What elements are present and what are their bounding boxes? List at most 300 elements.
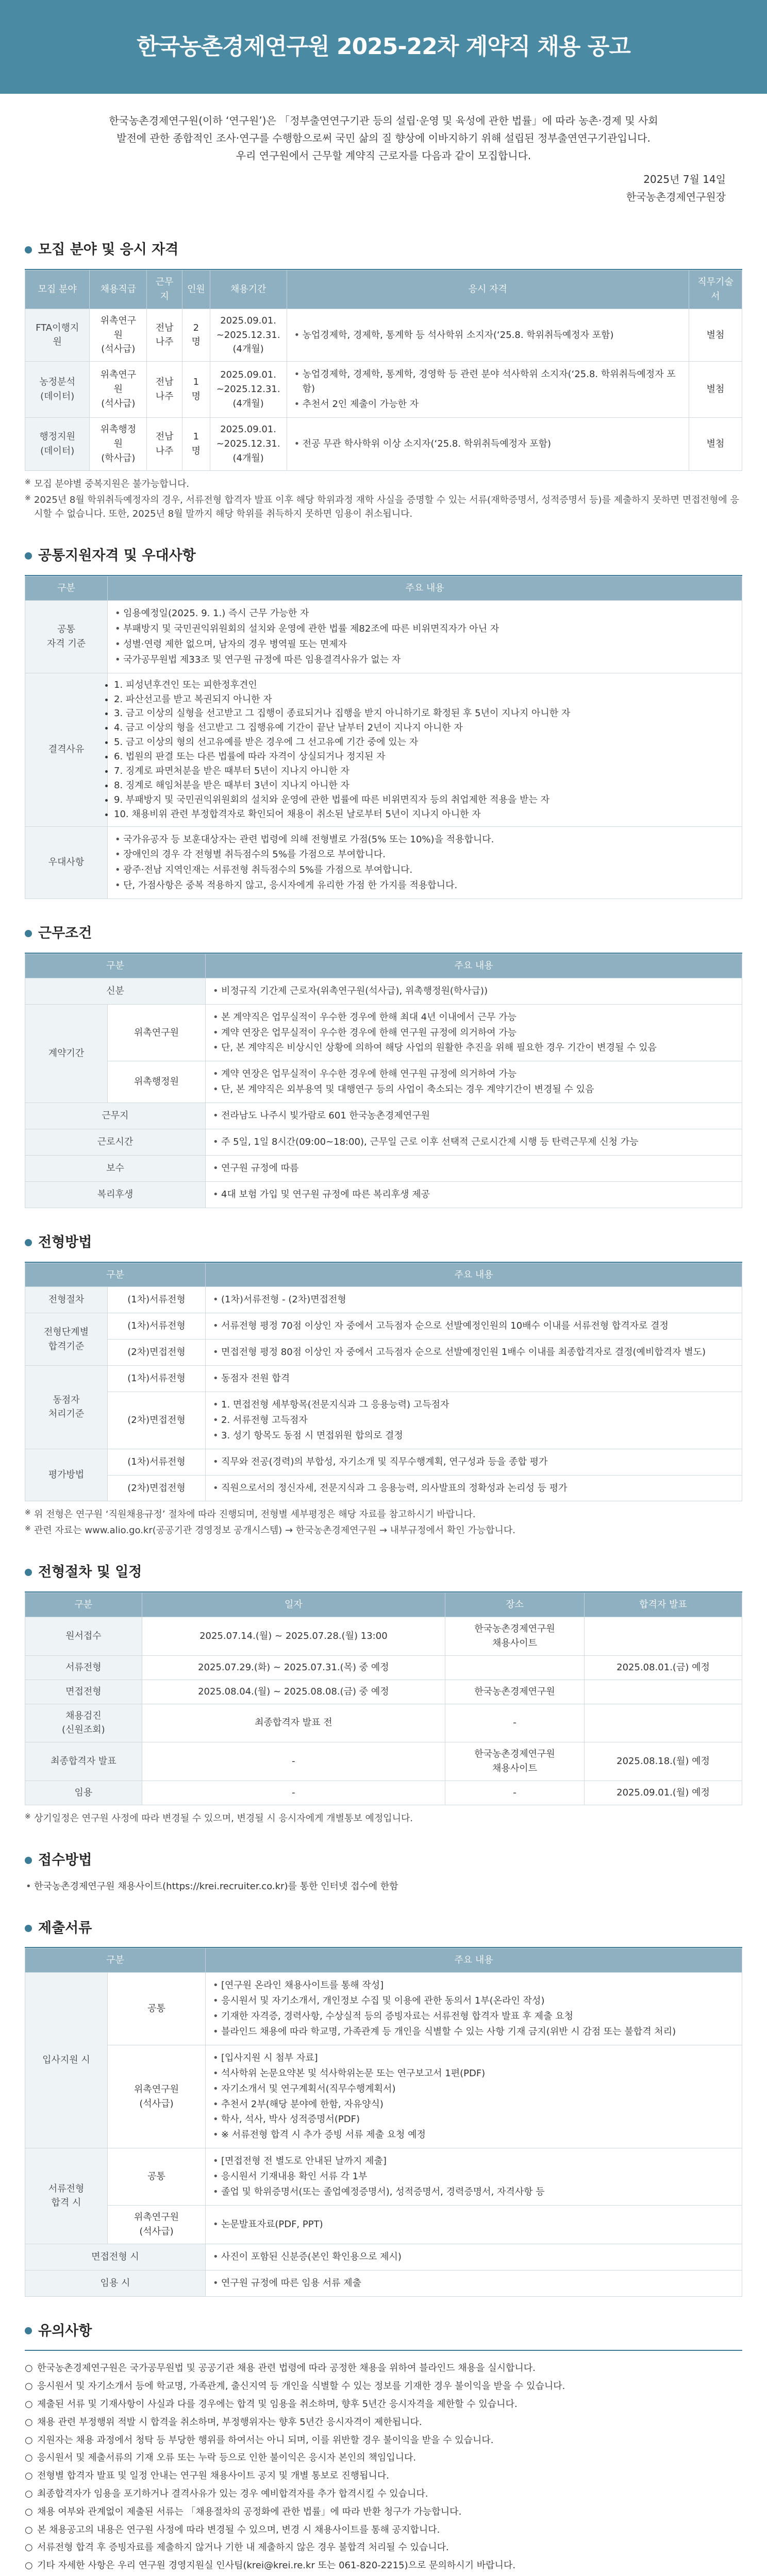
content-cell (206, 1366, 742, 1392)
content-cell (206, 2270, 742, 2296)
content-cell (206, 1181, 742, 1208)
application-list (25, 1879, 742, 1894)
content-cell (206, 1287, 742, 1313)
title-banner (0, 0, 767, 94)
caution-item: ○ 기타 자세한 사항은 우리 연구원 경영지원실 인사팀(krei@krei.re.kr 또는 061-820-2215)으로 문의하시기 바랍니다. (25, 2558, 742, 2573)
bullet-list (212, 1188, 736, 1202)
note-item: ※ 위 전형은 연구원 ‘직원채용규정’ 절차에 따라 진행되며, 전형별 세부평정은 해당 자료를 참고하시기 바랍니다. (25, 1507, 742, 1522)
table-row (25, 1004, 742, 1061)
list-item: • 추천서 2부(해당 분야에 한함, 자유양식) (212, 2097, 736, 2112)
place-cell: 한국농촌경제연구원 (445, 1680, 585, 1704)
step-cell: 임용 (25, 1781, 142, 1805)
table-row (25, 2244, 742, 2270)
documents-table (25, 1948, 742, 2296)
result-cell (585, 1617, 742, 1655)
table-row (25, 1704, 742, 1742)
list-item: • 자기소개서 및 연구계획서(직무수행계획서) (212, 2082, 736, 2096)
result-cell (585, 1704, 742, 1742)
table-header: 응시 자격 (287, 270, 689, 309)
bullet-list (212, 2276, 736, 2291)
content-cell (206, 2045, 742, 2148)
section-qualifications (0, 545, 767, 899)
bullet-list (114, 833, 736, 893)
list-item: • 6. 법원의 판결 또는 다른 법률에 따라 자격이 상실되거나 정지된 자 (114, 750, 736, 764)
category-cell: 보수 (25, 1155, 206, 1181)
content-cell (108, 826, 742, 899)
notice-org: 한국농촌경제연구원장 (626, 191, 726, 203)
list-item: • 사진이 포함된 신분증(본인 확인용으로 제시) (212, 2250, 736, 2264)
category-cell: 면접전형 시 (25, 2244, 206, 2270)
step-cell: 서류전형 (25, 1655, 142, 1680)
table-header: 구분 (25, 577, 108, 601)
step-cell: 최종합격자 발표 (25, 1742, 142, 1781)
result-cell (585, 1680, 742, 1704)
section-schedule (0, 1562, 767, 1826)
description-cell: 별첨 (689, 309, 742, 362)
schedule-table (25, 1592, 742, 1805)
list-item: • 3. 성기 항목도 동점 시 면접위원 합의로 결정 (212, 1429, 736, 1443)
content-cell (206, 2244, 742, 2270)
caution-item: ○ 전형별 합격자 발표 및 일정 안내는 연구원 채용사이트 공지 및 개별 통보로 진행됩니다. (25, 2469, 742, 2484)
content-cell (206, 1392, 742, 1449)
table-header: 주요 내용 (206, 1948, 742, 1973)
content-cell (206, 1973, 742, 2045)
category-cell: 우대사항 (25, 826, 108, 899)
period-cell: 2025.09.01. ~2025.12.31. (4개월) (210, 417, 287, 470)
bullet-icon (25, 1925, 32, 1932)
caution-item: ○ 한국농촌경제연구원은 국가공무원법 및 공공기관 채용 관련 법령에 따라 공정한 채용을 위하여 블라인드 채용을 실시합니다. (25, 2361, 742, 2376)
table-row (25, 1181, 742, 1208)
section-title-text: 유의사항 (38, 2323, 92, 2339)
list-item: • 단, 본 계약직은 외부용역 및 대행연구 등의 사업이 축소되는 경우 계약기간이 변경될 수 있음 (212, 1082, 736, 1097)
place-cell: 전남 나주 (147, 417, 182, 470)
list-item: • 임용예정일(2025. 9. 1.) 즉시 근무 가능한 자 (114, 606, 736, 621)
table-row (25, 309, 742, 362)
section-title-text: 접수방법 (38, 1852, 92, 1868)
caution-item: ○ 제출된 서류 및 기재사항이 사실과 다를 경우에는 합격 및 임용을 취소하며, 향후 5년간 응시자격을 제한할 수 있습니다. (25, 2397, 742, 2412)
intro-line: 발전에 관한 종합적인 조사·연구를 수행함으로써 국민 삶의 질 향상에 이바지하기 위해 설립된 정부출연연구기관입니다. (116, 132, 651, 144)
table-row (25, 673, 742, 826)
page-title: 한국농촌경제연구원 2025-22차 계약직 채용 공고 (137, 33, 630, 60)
caution-item: ○ 본 채용공고의 내용은 연구원 사정에 따라 변경될 수 있으며, 변경 시 채용사이트를 통해 공지합니다. (25, 2523, 742, 2538)
section-title-text: 모집 분야 및 응시 자격 (38, 242, 179, 258)
table-header: 채용직급 (90, 270, 147, 309)
table-row (25, 826, 742, 899)
step-cell: 채용검진 (신원조회) (25, 1704, 142, 1742)
list-item: • 2. 서류전형 고득점자 (212, 1413, 736, 1428)
notes-list (25, 477, 742, 522)
table-row (25, 1366, 742, 1392)
bullet-list (293, 328, 682, 343)
category-cell: 입사지원 시 (25, 1973, 108, 2148)
list-item: • (1차)서류전형 - (2차)면접전형 (212, 1293, 736, 1307)
content-cell (108, 601, 742, 673)
content-cell (206, 1061, 742, 1103)
subcategory-cell: 위촉행정원 (108, 1061, 206, 1103)
list-item: • 장애인의 경우 각 전형별 취득점수의 5%를 가점으로 부여합니다. (114, 848, 736, 862)
table-header: 일자 (142, 1593, 445, 1617)
note-item: ※ 상기일정은 연구원 사정에 따라 변경될 수 있으며, 변경될 시 응시자에게 개별통보 예정입니다. (25, 1811, 742, 1826)
category-cell: 공통 자격 기준 (25, 601, 108, 673)
list-item: • 농업경제학, 경제학, 통계학 등 석사학위 소지자(‘25.8. 학위취득예정자 포함) (293, 328, 682, 343)
bullet-icon (25, 246, 32, 253)
list-item: • 기재한 자격증, 경력사항, 수상실적 등의 증빙자료는 서류전형 합격자 발표 후 제출 요청 (212, 2009, 736, 2024)
qualification-cell (287, 309, 689, 362)
rank-cell: 위촉연구원 (석사급) (90, 309, 147, 362)
list-item: • 전공 무관 학사학위 이상 소지자(‘25.8. 학위취득예정자 포함) (293, 437, 682, 451)
content-cell (206, 1103, 742, 1129)
date-cell: - (142, 1742, 445, 1781)
bullet-icon (25, 1857, 32, 1864)
subcategory-cell: (1차)서류전형 (108, 1449, 206, 1475)
table-row (25, 1655, 742, 1680)
category-cell: 결격사유 (25, 673, 108, 826)
section-title (25, 2320, 742, 2342)
section-title-text: 근무조건 (38, 925, 92, 942)
caution-item: ○ 채용 여부와 관계없이 제출된 서류는 「채용절차의 공정화에 관한 법률」에 따라 반환 청구가 가능합니다. (25, 2505, 742, 2520)
category-cell: 전형절차 (25, 1287, 108, 1313)
table-row (25, 1287, 742, 1313)
list-item: • 응시원서 및 자기소개서, 개인정보 수집 및 이용에 관한 동의서 1부(온라인 작성) (212, 1994, 736, 2008)
date-cell: - (142, 1781, 445, 1805)
table-row (25, 1392, 742, 1449)
content-cell (206, 2205, 742, 2244)
category-cell: 평가방법 (25, 1449, 108, 1501)
place-cell: 전남 나주 (147, 362, 182, 418)
subcategory-cell: (1차)서류전형 (108, 1287, 206, 1313)
table-row (25, 1340, 742, 1366)
table-header: 장소 (445, 1593, 585, 1617)
subcategory-cell: (1차)서류전형 (108, 1366, 206, 1392)
section-title (25, 1232, 742, 1253)
bullet-list (114, 678, 736, 822)
section-cautions (0, 2320, 767, 2573)
section-title (25, 923, 742, 944)
section-selection-method (0, 1232, 767, 1538)
table-header: 직무기술서 (689, 270, 742, 309)
table-row (25, 2045, 742, 2148)
section-application (0, 1850, 767, 1894)
section-title-text: 전형방법 (38, 1234, 92, 1250)
count-cell: 2명 (182, 309, 210, 362)
list-item: • 비정규직 기간제 근로자(위촉연구원(석사급), 위촉행정원(학사급)) (212, 984, 736, 998)
table-header: 구분 (25, 954, 206, 978)
content-cell (206, 1475, 742, 1501)
content-cell (206, 1449, 742, 1475)
subcategory-cell: 위촉연구원 (석사급) (108, 2205, 206, 2244)
list-item: • 4. 금고 이상의 형을 선고받고 그 집행유예 기간이 끝난 날부터 2년이 지나지 아니한 자 (114, 721, 736, 735)
period-cell: 2025.09.01. ~2025.12.31. (4개월) (210, 309, 287, 362)
bullet-list (212, 2217, 736, 2232)
section-title (25, 1562, 742, 1583)
content-cell (206, 1155, 742, 1181)
list-item: • 4대 보험 가입 및 연구원 규정에 따른 복리후생 제공 (212, 1188, 736, 1202)
content-cell (206, 978, 742, 1004)
notes-list (25, 1811, 742, 1826)
table-header: 구분 (25, 1593, 142, 1617)
bullet-list (212, 1455, 736, 1469)
list-item: • 석사학위 논문요약본 및 석사학위논문 또는 연구보고서 1편(PDF) (212, 2066, 736, 2081)
bullet-list (212, 1135, 736, 1149)
caution-item: ○ 최종합격자가 임용을 포기하거나 결격사유가 있는 경우 예비합격자를 추가 합격시킬 수 있습니다. (25, 2487, 742, 2502)
caution-item: ○ 응시원서 및 자기소개서 등에 학교명, 가족관계, 출신지역 등 개인을 식별할 수 있는 정보를 기재한 경우 불이익을 받을 수 있습니다. (25, 2379, 742, 2394)
table-row (25, 1061, 742, 1103)
section-title (25, 1918, 742, 1939)
qualification-cell (287, 417, 689, 470)
category-cell: 근로시간 (25, 1129, 206, 1156)
category-cell: 임용 시 (25, 2270, 206, 2296)
table-row (25, 1475, 742, 1501)
date-cell: 최종합격자 발표 전 (142, 1704, 445, 1742)
table-row (25, 601, 742, 673)
bullet-icon (25, 1239, 32, 1246)
content-cell (206, 1129, 742, 1156)
notice-date: 2025년 7월 14일 (643, 173, 726, 185)
list-item: • 블라인드 채용에 따라 학교명, 가족관계 등 개인을 식별할 수 있는 사항 기재 금지(위반 시 감점 또는 불합격 처리) (212, 2025, 736, 2039)
content-cell (206, 1004, 742, 1061)
step-cell: 면접전형 (25, 1680, 142, 1704)
list-item: • 직무와 전공(경력)의 부합성, 자기소개 및 직무수행계획, 연구성과 등을 종합 평가 (212, 1455, 736, 1469)
subcategory-cell: (2차)면접전형 (108, 1392, 206, 1449)
cautions-list (25, 2361, 742, 2573)
description-cell: 별첨 (689, 417, 742, 470)
content-cell (206, 1340, 742, 1366)
table-header: 합격자 발표 (585, 1593, 742, 1617)
place-cell: 한국농촌경제연구원 채용사이트 (445, 1617, 585, 1655)
bullet-list (293, 367, 682, 412)
list-item: • 전라남도 나주시 빛가람로 601 한국농촌경제연구원 (212, 1109, 736, 1123)
list-item: • 연구원 규정에 따른 임용 서류 제출 (212, 2276, 736, 2291)
bullet-list (212, 1161, 736, 1176)
selection-table (25, 1263, 742, 1502)
table-header: 주요 내용 (206, 954, 742, 978)
bullet-icon (25, 2327, 32, 2334)
bullet-list (212, 2051, 736, 2142)
table-row (25, 1742, 742, 1781)
intro-line: 한국농촌경제연구원(이하 ‘연구원’)은 「정부출연연구기관 등의 설립·운영 및 육성에 관한 법률」에 따라 농촌·경제 및 사회 (109, 114, 658, 127)
table-row (25, 417, 742, 470)
list-item: • 광주·전남 지역인재는 서류전형 취득점수의 5%를 가점으로 부여합니다. (114, 863, 736, 877)
list-item: • [면접전형 전 별도로 안내된 날까지 제출] (212, 2154, 736, 2168)
caution-item: ○ 지원자는 채용 과정에서 청탁 등 부당한 행위를 하여서는 아니 되며, 이를 위반할 경우 불이익을 받을 수 있습니다. (25, 2433, 742, 2448)
subcategory-cell: (2차)면접전형 (108, 1340, 206, 1366)
section-title (25, 1850, 742, 1871)
table-row (25, 2148, 742, 2206)
subcategory-cell: (1차)서류전형 (108, 1313, 206, 1340)
table-row (25, 1973, 742, 2045)
qualifications-table (25, 576, 742, 899)
list-item: • 연구원 규정에 따름 (212, 1161, 736, 1176)
list-item: • 2. 파산선고를 받고 복권되지 아니한 자 (114, 692, 736, 707)
result-cell: 2025.08.18.(월) 예정 (585, 1742, 742, 1781)
table-header: 주요 내용 (206, 1263, 742, 1287)
list-item: • 10. 채용비위 관련 부정합격자로 확인되어 채용이 취소된 날로부터 5년이 지나지 아니한 자 (114, 807, 736, 822)
subcategory-cell: 공통 (108, 2148, 206, 2206)
conditions-table (25, 954, 742, 1208)
list-item: • 8. 징계로 해임처분을 받은 때부터 3년이 지나지 아니한 자 (114, 778, 736, 793)
section-conditions (0, 923, 767, 1208)
table-header: 구분 (25, 1948, 206, 1973)
subcategory-cell: 공통 (108, 1973, 206, 2045)
note-item: ※ 관련 자료는 www.alio.go.kr(공공기관 경영정보 공개시스템) → 한국농촌경제연구원 → 내부규정에서 확인 가능합니다. (25, 1523, 742, 1538)
bullet-list (212, 984, 736, 998)
list-item: • [입사지원 시 첨부 자료] (212, 2051, 736, 2065)
caution-item: ○ 서류전형 합격 후 증빙자료를 제출하지 않거나 기한 내 제출하지 않은 경우 불합격 처리될 수 있습니다. (25, 2540, 742, 2555)
step-cell: 원서접수 (25, 1617, 142, 1655)
place-cell: 전남 나주 (147, 309, 182, 362)
count-cell: 1명 (182, 417, 210, 470)
table-row (25, 362, 742, 418)
category-cell: 신분 (25, 978, 206, 1004)
table-row (25, 1155, 742, 1181)
bullet-list (212, 1293, 736, 1307)
list-item: • 졸업 및 학위증명서(또는 졸업예정증명서), 성적증명서, 경력증명서, 자격사항 등 (212, 2185, 736, 2199)
content-cell (206, 2148, 742, 2206)
section-title (25, 239, 742, 261)
table-row (25, 1617, 742, 1655)
bullet-list (212, 2250, 736, 2264)
category-cell: 복리후생 (25, 1181, 206, 1208)
list-item: • 본 계약직은 업무실적이 우수한 경우에 한해 최대 4년 이내에서 근무 가능 (212, 1010, 736, 1025)
caution-item: ○ 응시원서 및 제출서류의 기재 오류 또는 누락 등으로 인한 불이익은 응시자 본인의 책임입니다. (25, 2451, 742, 2466)
list-item: • 성별·연령 제한 없으며, 남자의 경우 병역필 또는 면제자 (114, 637, 736, 652)
list-item: • ※ 서류전형 합격 시 추가 증빙 서류 제출 요청 예정 (212, 2128, 736, 2142)
bullet-list (212, 1398, 736, 1443)
content-cell (206, 1313, 742, 1340)
list-item: • 응시원서 기재내용 확인 서류 각 1부 (212, 2170, 736, 2184)
note-item: ※ 모집 분야별 중복지원은 불가능합니다. (25, 477, 742, 492)
list-item: • 농업경제학, 경제학, 통계학, 경영학 등 관련 분야 석사학위 소지자(‘25.8. 학위취득예정자 포함) (293, 367, 682, 396)
category-cell: 전형단계별 합격기준 (25, 1313, 108, 1366)
note-item: ※ 2025년 8월 학위취득예정자의 경우, 서류전형 합격자 발표 이후 해당 학위과정 재학 사실을 증명할 수 있는 서류(재학증명서, 성적증명서 등)를 제출하지 못하면 면접전형에 응시할 수 없습니다. 또한, 2025년 8월 말까지 해당 학위를 취득하지 못하면 임용이 취소됩니다. (25, 493, 742, 522)
list-item: • [연구원 온라인 채용사이트를 통해 작성] (212, 1978, 736, 1993)
list-item: • 주 5일, 1일 8시간(09:00~18:00), 근무일 근로 이후 선택적 근로시간제 시행 등 탄력근무제 신청 가능 (212, 1135, 736, 1149)
field-cell: FTA이행지원 (25, 309, 90, 362)
rank-cell: 위촉행정원 (학사급) (90, 417, 147, 470)
bullet-list (212, 1067, 736, 1097)
place-cell: 한국농촌경제연구원 채용사이트 (445, 1742, 585, 1781)
qualification-cell (287, 362, 689, 418)
list-item: • 직원으로서의 정신자세, 전문지식과 그 응용능력, 의사발표의 정확성과 논리성 등 평가 (212, 1481, 736, 1496)
list-item: • 7. 징계로 파면처분을 받은 때부터 5년이 지나지 아니한 자 (114, 764, 736, 778)
bullet-icon (25, 930, 32, 937)
list-item: • 추천서 2인 제출이 가능한 자 (293, 397, 682, 412)
list-item: • 3. 금고 이상의 실형을 선고받고 그 집행이 종료되거나 집행을 받지 아니하기로 확정된 후 5년이 지나지 아니한 자 (114, 706, 736, 721)
table-row (25, 1103, 742, 1129)
notes-list (25, 1507, 742, 1538)
intro-text (0, 94, 767, 215)
list-item: • 학사, 석사, 박사 성적증명서(PDF) (212, 2112, 736, 2127)
section-title-text: 공통지원자격 및 우대사항 (38, 548, 196, 564)
table-row (25, 978, 742, 1004)
caution-item: ○ 채용 관련 부정행위 적발 시 합격을 취소하며, 부정행위자는 향후 5년간 응시자격이 제한됩니다. (25, 2415, 742, 2430)
bullet-icon (25, 1569, 32, 1576)
list-item: • 부패방지 및 국민권익위원회의 설치와 운영에 관한 법률 제82조에 따른 비위면직자가 아닌 자 (114, 622, 736, 636)
list-item: • 국가유공자 등 보훈대상자는 관련 법령에 의해 전형별로 가점(5% 또는 10%)을 적용합니다. (114, 833, 736, 847)
list-item: • 계약 연장은 업무실적이 우수한 경우에 한해 연구원 규정에 의거하여 가능 (212, 1067, 736, 1081)
subcategory-cell: (2차)면접전형 (108, 1475, 206, 1501)
bullet-list (212, 1010, 736, 1056)
table-header: 구분 (25, 1263, 206, 1287)
section-title (25, 545, 742, 567)
section-title-text: 전형절차 및 일정 (38, 1564, 142, 1581)
bullet-list (212, 1109, 736, 1123)
table-header: 모집 분야 (25, 270, 90, 309)
table-row (25, 1129, 742, 1156)
table-row (25, 2270, 742, 2296)
subcategory-cell: 위촉연구원 (석사급) (108, 2045, 206, 2148)
table-header: 근무지 (147, 270, 182, 309)
bullet-list (212, 1978, 736, 2039)
date-cell: 2025.08.04.(월) ~ 2025.08.08.(금) 중 예정 (142, 1680, 445, 1704)
table-row (25, 1313, 742, 1340)
table-header: 채용기간 (210, 270, 287, 309)
category-cell: 근무지 (25, 1103, 206, 1129)
intro-line: 우리 연구원에서 근무할 계약직 근로자를 다음과 같이 모집합니다. (236, 149, 531, 162)
table-header: 인원 (182, 270, 210, 309)
list-item: • 국가공무원법 제33조 및 연구원 규정에 따른 임용결격사유가 없는 자 (114, 653, 736, 667)
table-row (25, 1781, 742, 1805)
bullet-list (114, 606, 736, 667)
table-header: 주요 내용 (108, 577, 742, 601)
list-item: • 계약 연장은 업무실적이 우수한 경우에 한해 연구원 규정에 의거하여 가능 (212, 1026, 736, 1040)
section-positions (0, 239, 767, 521)
list-item: • 한국농촌경제연구원 채용사이트(https://krei.recruiter.co.kr)를 통한 인터넷 접수에 한함 (25, 1879, 742, 1894)
place-cell (445, 1655, 585, 1680)
description-cell: 별첨 (689, 362, 742, 418)
field-cell: 농정분석 (데이터) (25, 362, 90, 418)
section-title-text: 제출서류 (38, 1920, 92, 1936)
list-item: • 논문발표자료(PDF, PPT) (212, 2217, 736, 2232)
place-cell: - (445, 1781, 585, 1805)
content-cell (108, 673, 742, 826)
list-item: • 면접전형 평정 80점 이상인 자 중에서 고득점자 순으로 선발예정인원 1배수 이내를 최종합격자로 결정(예비합격자 별도) (212, 1345, 736, 1360)
list-item: • 5. 금고 이상의 형의 선고유예를 받은 경우에 그 선고유예 기간 중에 있는 자 (114, 735, 736, 750)
list-item: • 서류전형 평정 70점 이상인 자 중에서 고득점자 순으로 선발예정인원의 10배수 이내를 서류전형 합격자로 결정 (212, 1319, 736, 1333)
category-cell: 계약기간 (25, 1004, 108, 1103)
bullet-icon (25, 552, 32, 560)
result-cell: 2025.08.01.(금) 예정 (585, 1655, 742, 1680)
bullet-list (212, 1319, 736, 1333)
list-item: • 1. 피성년후견인 또는 피한정후견인 (114, 678, 736, 692)
period-cell: 2025.09.01. ~2025.12.31. (4개월) (210, 362, 287, 418)
bullet-list (212, 1345, 736, 1360)
positions-table (25, 270, 742, 471)
count-cell: 1명 (182, 362, 210, 418)
date-cell: 2025.07.29.(화) ~ 2025.07.31.(목) 중 예정 (142, 1655, 445, 1680)
table-row (25, 1449, 742, 1475)
list-item: • 단, 본 계약직은 비상시인 상황에 의하여 해당 사업의 원활한 추진을 위해 필요한 경우 기간이 변경될 수 있음 (212, 1041, 736, 1055)
table-row (25, 1680, 742, 1704)
subcategory-cell: 위촉연구원 (108, 1004, 206, 1061)
table-row (25, 2205, 742, 2244)
result-cell: 2025.09.01.(월) 예정 (585, 1781, 742, 1805)
bullet-list (212, 1371, 736, 1386)
category-cell: 동점자 처리기준 (25, 1366, 108, 1449)
rank-cell: 위촉연구원 (석사급) (90, 362, 147, 418)
field-cell: 행정지원 (데이터) (25, 417, 90, 470)
list-item: • 1. 면접전형 세부항목(전문지식과 그 응용능력) 고득점자 (212, 1398, 736, 1412)
list-item: • 단, 가점사항은 중복 적용하지 않고, 응시자에게 유리한 가점 한 가지를 적용합니다. (114, 878, 736, 893)
bullet-list (293, 437, 682, 451)
section-documents (0, 1918, 767, 2297)
place-cell: - (445, 1704, 585, 1742)
list-item: • 동점자 전원 합격 (212, 1371, 736, 1386)
category-cell: 서류전형 합격 시 (25, 2148, 108, 2244)
bullet-list (212, 2154, 736, 2199)
bullet-list (212, 1481, 736, 1496)
list-item: • 9. 부패방지 및 국민권익위원회의 설치와 운영에 관한 법률에 따른 비위면직자 등의 취업제한 적용을 받는 자 (114, 793, 736, 807)
